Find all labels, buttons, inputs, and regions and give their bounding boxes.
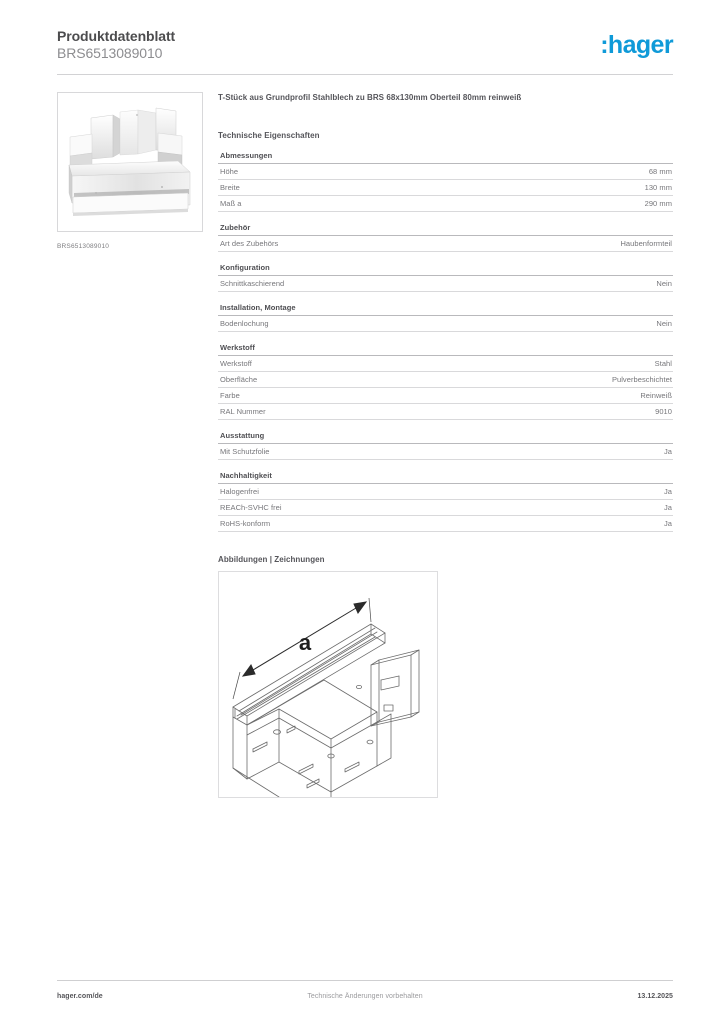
spec-row: [218, 356, 673, 372]
spec-value: Stahl: [654, 359, 672, 368]
technical-properties-title: Technische Eigenschaften: [218, 131, 320, 140]
page-footer: [57, 993, 673, 1005]
spec-value: 130 mm: [644, 183, 672, 192]
spec-row: [218, 388, 673, 404]
spec-row: [218, 516, 673, 532]
spec-value: Haubenformteil: [620, 239, 672, 248]
product-photo-image: [58, 93, 202, 231]
spec-row: [218, 316, 673, 332]
header-divider: [57, 74, 673, 75]
footer-date: 13.12.2025: [637, 993, 673, 1000]
spec-group: [218, 303, 673, 332]
spec-group-heading: Nachhaltigkeit: [218, 471, 673, 484]
spec-value: Ja: [663, 447, 672, 456]
spec-value: 68 mm: [648, 167, 672, 176]
spec-label: REACh-SVHC frei: [220, 503, 282, 512]
technical-drawing-image: [219, 572, 437, 797]
spec-group-heading: Abmessungen: [218, 151, 673, 164]
page-title: Produktdatenblatt: [57, 28, 176, 44]
spec-label: Oberfläche: [220, 375, 258, 384]
spec-group: [218, 471, 673, 532]
spec-group-heading: Zubehör: [218, 223, 673, 236]
spec-value: Nein: [656, 319, 672, 328]
spec-value: Nein: [656, 279, 672, 288]
specifications-table: [218, 151, 673, 532]
spec-value: 9010: [655, 407, 672, 416]
spec-group: [218, 263, 673, 292]
spec-label: Breite: [220, 183, 240, 192]
spec-row: [218, 500, 673, 516]
product-photo: [57, 92, 203, 232]
footer-disclaimer: Technische Änderungen vorbehalten: [307, 993, 423, 1000]
page-header: [57, 28, 673, 76]
spec-label: Mit Schutzfolie: [220, 447, 270, 456]
spec-value: Ja: [663, 487, 672, 496]
main-content: [218, 92, 673, 798]
spec-group: [218, 431, 673, 460]
spec-row: [218, 372, 673, 388]
spec-label: Schnittkaschierend: [220, 279, 285, 288]
product-description: T-Stück aus Grundprofil Stahlblech zu BRS 68x130mm Oberteil 80mm reinweiß: [218, 93, 522, 102]
spec-label: RoHS-konform: [220, 519, 271, 528]
hager-logo[interactable]: :hager: [600, 31, 673, 59]
spec-group: [218, 223, 673, 252]
product-reference: BRS6513089010: [57, 45, 163, 61]
spec-value: Ja: [663, 503, 672, 512]
dimension-label-a: a: [298, 630, 312, 655]
spec-row: [218, 180, 673, 196]
spec-label: Farbe: [220, 391, 240, 400]
spec-label: Höhe: [220, 167, 239, 176]
spec-value: Ja: [663, 519, 672, 528]
spec-group-heading: Konfiguration: [218, 263, 673, 276]
spec-label: Bodenlochung: [220, 319, 269, 328]
spec-label: Art des Zubehörs: [220, 239, 279, 248]
product-photo-caption: BRS6513089010: [57, 243, 110, 250]
spec-row: [218, 196, 673, 212]
spec-group-heading: Installation, Montage: [218, 303, 673, 316]
spec-row: [218, 444, 673, 460]
spec-group: [218, 343, 673, 420]
footer-website[interactable]: hager.com/de: [57, 993, 103, 1000]
spec-value: Reinweiß: [640, 391, 672, 400]
spec-value: 290 mm: [644, 199, 672, 208]
footer-divider: [57, 980, 673, 981]
spec-label: RAL Nummer: [220, 407, 266, 416]
spec-group-heading: Werkstoff: [218, 343, 673, 356]
spec-row: [218, 276, 673, 292]
spec-label: Halogenfrei: [220, 487, 259, 496]
spec-row: [218, 404, 673, 420]
spec-row: [218, 236, 673, 252]
technical-drawing: [218, 571, 438, 798]
spec-row: [218, 484, 673, 500]
drawings-title: Abbildungen | Zeichnungen: [218, 555, 325, 564]
spec-label: Maß a: [220, 199, 242, 208]
spec-group: [218, 151, 673, 212]
spec-value: Pulverbeschichtet: [611, 375, 672, 384]
spec-label: Werkstoff: [220, 359, 252, 368]
spec-group-heading: Ausstattung: [218, 431, 673, 444]
spec-row: [218, 164, 673, 180]
